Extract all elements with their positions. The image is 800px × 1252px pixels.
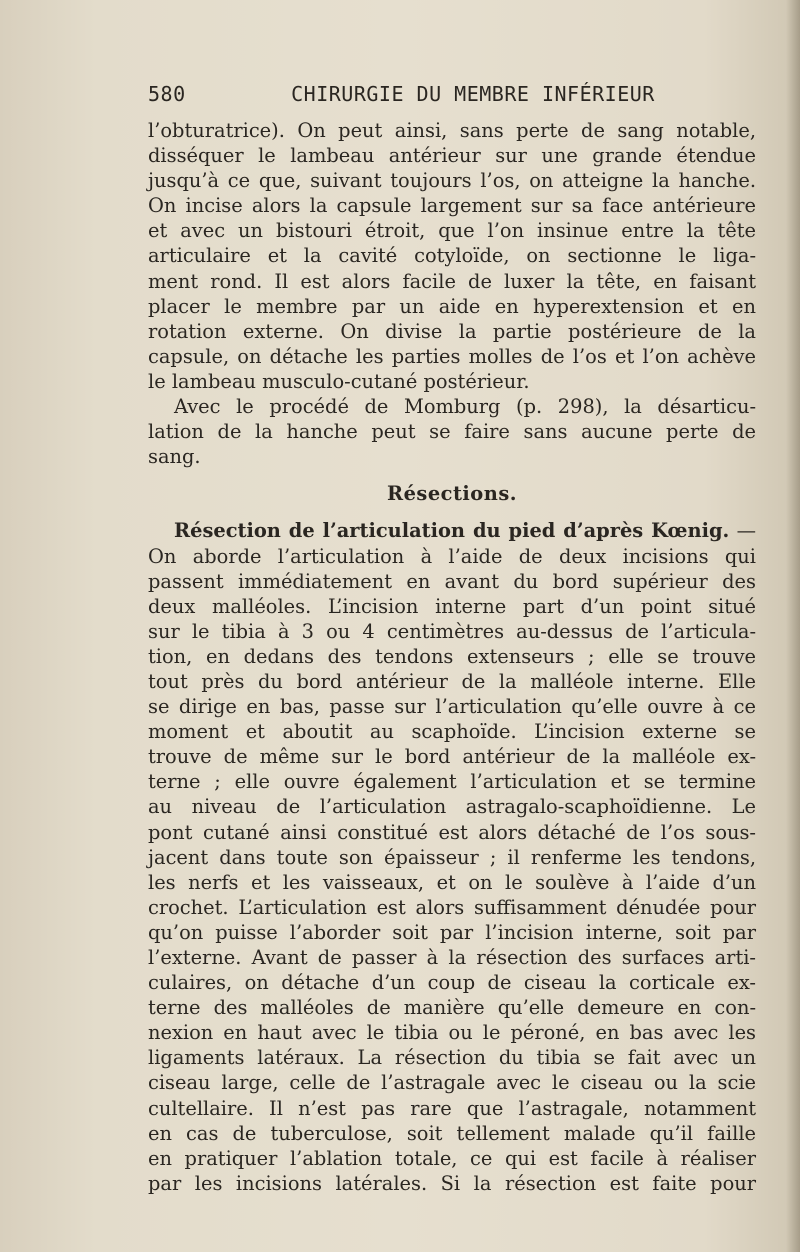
text-line: placer le membre par un aide en hyperextension et en: [148, 294, 756, 318]
text-line: jacent dans toute son épaisseur ; il renferme les tendons,: [148, 845, 756, 869]
text-line: tout près du bord antérieur de la malléole interne. Elle: [148, 669, 756, 693]
text-line: cultellaire. Il n’est pas rare que l’astragale, notamment: [148, 1096, 756, 1120]
text-line: moment et aboutit au scaphoïde. L’incision externe se: [148, 720, 756, 744]
dash: —: [729, 519, 756, 543]
page-header: [148, 82, 758, 112]
text-line: capsule, on détache les parties molles de l’os et l’on achève: [148, 344, 756, 368]
text-line: au niveau de l’articulation astragalo-scaphoïdienne. Le: [148, 795, 756, 819]
text-line: les nerfs et les vaisseaux, et on le soulève à l’aide d’un: [148, 870, 756, 894]
section-heading: Résections.: [386, 482, 518, 506]
text-line: deux malléoles. L’incision interne part d’un point situé: [148, 594, 756, 618]
paragraph-1: [148, 118, 756, 394]
text-line: crochet. L’articulation est alors suffisamment dénudée pour: [148, 895, 756, 919]
text-line: en cas de tuberculose, soit tellement malade qu’il faille: [148, 1121, 756, 1145]
text-line: culaires, on détache d’un coup de ciseau la corticale ex-: [148, 971, 756, 995]
page-number: 580: [148, 82, 186, 106]
text-line: Avec le procédé de Momburg (p. 298), la désarticu-: [174, 395, 756, 419]
text-line: disséquer le lambeau antérieur sur une grande étendue: [148, 144, 756, 168]
text-line: passent immédiatement en avant du bord supérieur des: [148, 569, 756, 593]
text-line: qu’on puisse l’aborder soit par l’incision interne, soit par: [148, 920, 756, 944]
text-line: l’externe. Avant de passer à la résection des surfaces arti-: [148, 946, 756, 969]
text-line: articulaire et la cavité cotyloïde, on sectionne le liga-: [148, 244, 756, 268]
paragraph-3: [148, 518, 756, 1196]
text-line: et avec un bistouri étroit, que l’on insinue entre la tête: [148, 219, 756, 243]
text-line: en pratiquer l’ablation totale, ce qui est facile à réaliser: [148, 1146, 756, 1170]
page-edge-shadow: [786, 0, 800, 1252]
text-line: jusqu’à ce que, suivant toujours l’os, on atteigne la hanche.: [148, 169, 756, 193]
text-line: terne ; elle ouvre également l’articulation et se termine: [148, 770, 756, 794]
text-line: terne des malléoles de manière qu’elle demeure en con-: [148, 996, 756, 1020]
paragraph-2: [148, 394, 756, 469]
text-line: nexion en haut avec le tibia ou le péroné, en bas avec les: [148, 1021, 756, 1045]
text-line: pont cutané ainsi constitué est alors détaché de l’os sous-: [148, 820, 756, 844]
running-head: CHIRURGIE DU MEMBRE INFÉRIEUR: [291, 82, 655, 106]
text-line: ciseau large, celle de l’astragale avec le ciseau ou la scie: [148, 1071, 756, 1095]
text-line: lation de la hanche peut se faire sans aucune perte de: [148, 420, 756, 444]
text-line: ligaments latéraux. La résection du tibia se fait avec un: [148, 1046, 756, 1070]
text-line: par les incisions latérales. Si la résection est faite pour: [148, 1171, 756, 1195]
text-line: rotation externe. On divise la partie postérieure de la: [148, 319, 756, 343]
text-line: le lambeau musculo-cutané postérieur.: [148, 369, 530, 393]
body-text: [148, 118, 756, 1196]
text-line: trouve de même sur le bord antérieur de la malléole ex-: [148, 745, 756, 769]
text-line: sang.: [148, 445, 201, 469]
text-line: ment rond. Il est alors facile de luxer la tête, en faisant: [148, 269, 756, 293]
text-line: On aborde l’articulation à l’aide de deux incisions qui: [148, 544, 756, 568]
subsection-title: Résection de l’articulation du pied d’après Kœnig.: [174, 519, 730, 543]
text-line: [148, 518, 756, 543]
text-line: l’obturatrice). On peut ainsi, sans perte de sang notable,: [148, 119, 756, 142]
text-line: se dirige en bas, passe sur l’articulation qu’elle ouvre à ce: [148, 695, 756, 719]
text-line: sur le tibia à 3 ou 4 centimètres au-dessus de l’articula-: [148, 619, 756, 643]
text-line: On incise alors la capsule largement sur sa face antérieure: [148, 194, 756, 218]
text-line: tion, en dedans des tendons extenseurs ; elle se trouve: [148, 644, 756, 668]
